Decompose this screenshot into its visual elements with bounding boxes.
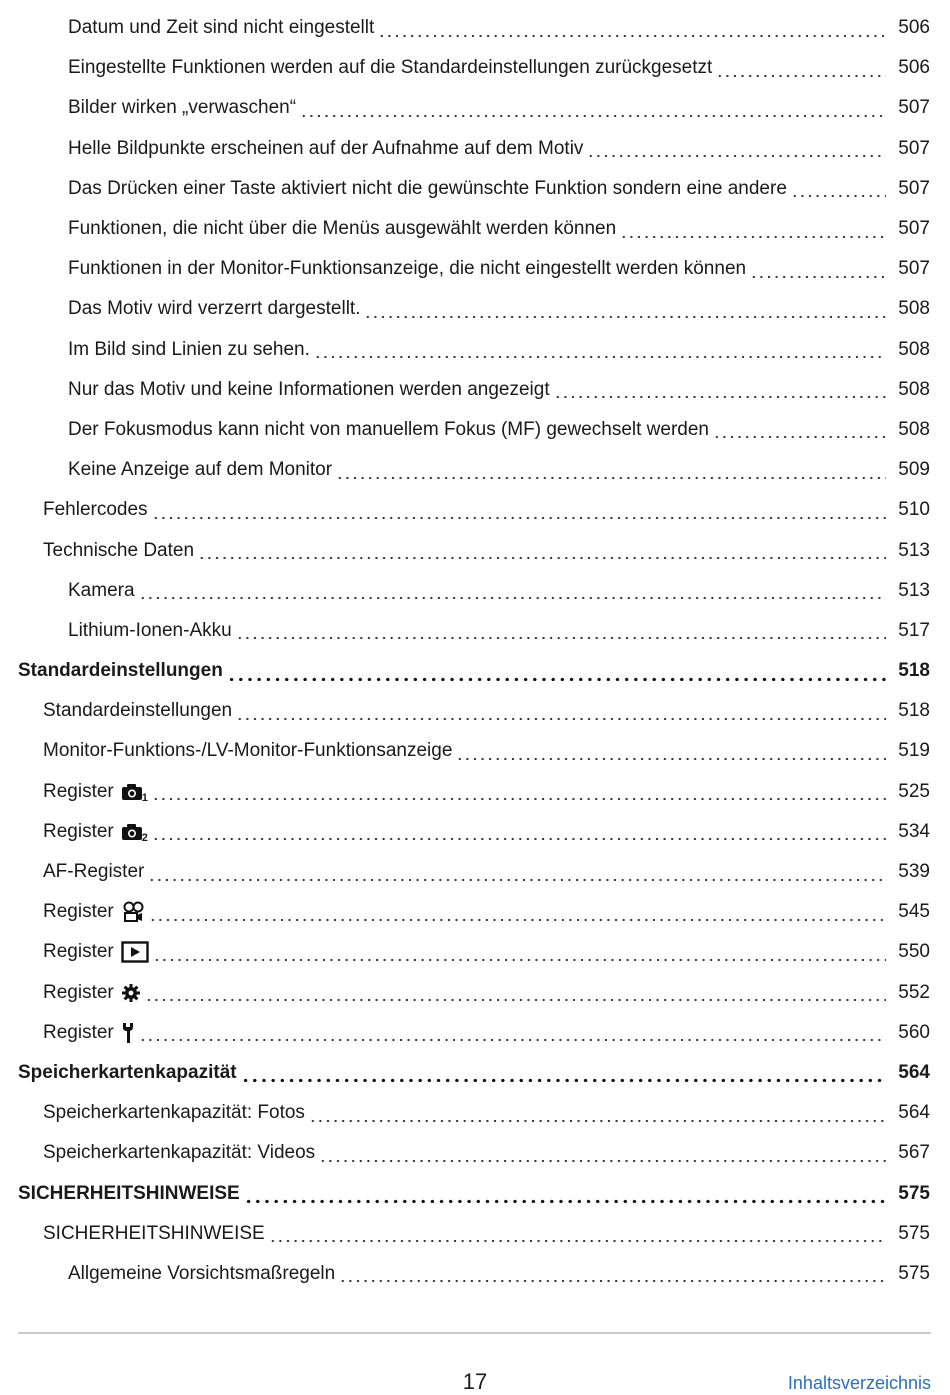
- toc-entry[interactable]: [0, 1053, 950, 1093]
- dot-leader: [244, 1184, 886, 1203]
- toc-entry-page: 518: [898, 700, 930, 722]
- toc-entry-title-text: Register: [43, 981, 114, 1003]
- toc-entry-title: [43, 821, 148, 843]
- toc-entry-page: 525: [898, 780, 930, 802]
- toc-entry-page: 513: [898, 539, 930, 561]
- dot-leader: [236, 702, 886, 721]
- toc-entry-title: [68, 419, 709, 441]
- toc-entry-title: [68, 57, 712, 79]
- toc-entry-title-text: Der Fokusmodus kann nicht von manuellem Fokus (MF) gewechselt werden: [68, 418, 709, 440]
- dot-leader: [339, 1264, 886, 1283]
- toc-entry-title: [68, 339, 310, 361]
- dot-leader: [152, 822, 886, 841]
- toc-entry[interactable]: [0, 932, 950, 972]
- dot-leader: [750, 260, 886, 279]
- dot-leader: [554, 380, 886, 399]
- toc-entry-title: [18, 660, 223, 682]
- toc-entry-title-text: Register: [43, 820, 114, 842]
- dot-leader: [364, 300, 886, 319]
- toc-entry-title: [68, 178, 787, 200]
- toc-entry-title-text: Standardeinstellungen: [43, 700, 233, 722]
- toc-entry-title: [68, 298, 360, 320]
- dot-leader: [336, 461, 886, 480]
- dot-leader: [198, 541, 886, 560]
- toc-entry[interactable]: [0, 249, 950, 289]
- toc-entry-page: 506: [898, 57, 930, 79]
- toc-entry-title-text: Speicherkartenkapazität: [18, 1061, 237, 1083]
- toc-entry[interactable]: [0, 731, 950, 771]
- toc-entry-page: 575: [898, 1262, 930, 1284]
- toc-entry-title: [43, 1022, 135, 1044]
- toc-entry-title: [68, 379, 550, 401]
- toc-entry-title: [68, 138, 583, 160]
- dot-leader: [456, 742, 886, 761]
- toc-entry-page: 550: [898, 941, 930, 963]
- toc-entry[interactable]: [0, 88, 950, 128]
- toc-entry[interactable]: [0, 48, 950, 88]
- toc-entry-page: 509: [898, 459, 930, 481]
- toc-entry-title-text: Helle Bildpunkte erscheinen auf der Aufnahme auf dem Motiv: [68, 137, 584, 159]
- dot-leader: [139, 581, 886, 600]
- toc-entry[interactable]: [0, 812, 950, 852]
- toc-entry-title-text: Register: [43, 780, 114, 802]
- toc-entry[interactable]: [0, 571, 950, 611]
- toc-entry-title-text: Funktionen in der Monitor-Funktionsanzeige, die nicht eingestellt werden können: [68, 258, 747, 280]
- toc-entry-page: 575: [898, 1182, 930, 1204]
- toc-entry-title-text: Eingestellte Funktionen werden auf die Standardeinstellungen zurückgesetzt: [68, 57, 713, 79]
- gear-icon: [121, 983, 141, 1003]
- toc-entry-page: 564: [898, 1061, 930, 1083]
- toc-entry-page: 510: [898, 499, 930, 521]
- toc-entry[interactable]: [0, 1254, 950, 1294]
- dot-leader: [152, 501, 886, 520]
- toc-entry-title: [43, 1142, 315, 1164]
- dot-leader: [236, 621, 886, 640]
- toc-entry[interactable]: [0, 8, 950, 48]
- toc-entry-page: 517: [898, 619, 930, 641]
- camera-1-icon: [121, 783, 143, 801]
- toc-entry-title-text: Funktionen, die nicht über die Menüs ausgewählt werden können: [68, 218, 617, 240]
- toc-entry-page: 507: [898, 137, 930, 159]
- toc-entry-title-text: Register: [43, 941, 114, 963]
- toc-entry-title: [43, 861, 144, 883]
- toc-entry-title: [68, 258, 746, 280]
- playback-icon: [121, 941, 149, 963]
- toc-entry-title: [68, 17, 374, 39]
- toc-entry[interactable]: [0, 611, 950, 651]
- toc-entry-title: [43, 540, 194, 562]
- video-camera-icon: [121, 901, 145, 923]
- toc-entry-page: 552: [898, 981, 930, 1003]
- table-of-contents: [0, 8, 950, 1294]
- toc-entry-page: 567: [898, 1142, 930, 1164]
- toc-entry-page: 539: [898, 861, 930, 883]
- toc-entry-title-text: Kamera: [68, 579, 135, 601]
- toc-entry-page: 507: [898, 258, 930, 280]
- toc-entry[interactable]: [0, 1214, 950, 1254]
- toc-entry-title: [43, 941, 149, 963]
- toc-entry-page: 508: [898, 298, 930, 320]
- dot-leader: [148, 863, 886, 882]
- dot-leader: [139, 1023, 886, 1042]
- dot-leader: [791, 179, 886, 198]
- toc-entry-title-text: Das Motiv wird verzerrt dargestellt.: [68, 298, 361, 320]
- camera-2-icon: [121, 823, 143, 841]
- toc-entry-page: 518: [898, 660, 930, 682]
- toc-entry-title-text: Keine Anzeige auf dem Monitor: [68, 459, 333, 481]
- toc-entry-title-text: Technische Daten: [43, 539, 195, 561]
- footer-divider: [18, 1332, 931, 1334]
- dot-leader: [153, 943, 886, 962]
- toc-entry-title: [18, 1183, 240, 1205]
- toc-entry[interactable]: [0, 530, 950, 570]
- dot-leader: [149, 903, 886, 922]
- toc-entry-title-text: Datum und Zeit sind nicht eingestellt: [68, 17, 375, 39]
- toc-entry-page: 545: [898, 901, 930, 923]
- dot-leader: [152, 782, 886, 801]
- toc-entry-title-text: Monitor-Funktions-/LV-Monitor-Funktionsanzeige: [43, 740, 453, 762]
- toc-entry-page: 575: [898, 1222, 930, 1244]
- toc-entry-title: [43, 781, 148, 803]
- toc-entry-page: 507: [898, 97, 930, 119]
- dot-leader: [378, 19, 886, 38]
- toc-entry-page: 508: [898, 378, 930, 400]
- toc-entry[interactable]: [0, 651, 950, 691]
- dot-leader: [319, 1144, 886, 1163]
- dot-leader: [620, 220, 886, 239]
- toc-entry-title-text: Speicherkartenkapazität: Videos: [43, 1142, 316, 1164]
- toc-entry-page: 564: [898, 1102, 930, 1124]
- toc-entry-title: [43, 982, 141, 1004]
- icon-subscript: 1: [141, 791, 148, 804]
- toc-entry[interactable]: [0, 1133, 950, 1173]
- toc-entry[interactable]: [0, 852, 950, 892]
- dot-leader: [713, 420, 886, 439]
- toc-entry-title-text: Register: [43, 901, 114, 923]
- wrench-icon: [121, 1022, 135, 1044]
- toc-entry-page: 507: [898, 218, 930, 240]
- toc-entry-title: [43, 700, 232, 722]
- toc-entry[interactable]: [0, 1093, 950, 1133]
- dot-leader: [587, 139, 886, 158]
- toc-entry[interactable]: [0, 169, 950, 209]
- toc-entry[interactable]: [0, 129, 950, 169]
- dot-leader: [227, 662, 886, 681]
- toc-entry-title-text: Register: [43, 1021, 114, 1043]
- toc-entry[interactable]: [0, 209, 950, 249]
- toc-entry-title-text: Allgemeine Vorsichtsmaßregeln: [68, 1262, 336, 1284]
- section-link[interactable]: Inhaltsverzeichnis: [787, 1373, 931, 1393]
- toc-entry-title: [43, 740, 452, 762]
- toc-entry-page: 513: [898, 579, 930, 601]
- toc-entry-title: [68, 620, 232, 642]
- toc-entry[interactable]: [0, 490, 950, 530]
- toc-entry[interactable]: [0, 973, 950, 1013]
- toc-entry[interactable]: [0, 370, 950, 410]
- toc-entry-title: [18, 1062, 237, 1084]
- toc-entry-title: [43, 499, 148, 521]
- dot-leader: [269, 1224, 886, 1243]
- toc-entry-title: [68, 1263, 335, 1285]
- dot-leader: [145, 983, 886, 1002]
- dot-leader: [300, 99, 886, 118]
- icon-subscript: 2: [141, 831, 148, 844]
- toc-entry-title-text: Standardeinstellungen: [18, 660, 223, 682]
- toc-entry-title-text: SICHERHEITSHINWEISE: [18, 1182, 240, 1204]
- toc-entry-page: 519: [898, 740, 930, 762]
- toc-entry-title: [68, 459, 332, 481]
- dot-leader: [314, 340, 886, 359]
- toc-entry-title-text: Speicherkartenkapazität: Fotos: [43, 1102, 305, 1124]
- toc-entry-title: [43, 901, 145, 923]
- dot-leader: [716, 59, 886, 78]
- toc-entry-page: 560: [898, 1021, 930, 1043]
- page-number: 17: [462, 1369, 488, 1394]
- toc-entry-title-text: Im Bild sind Linien zu sehen.: [68, 338, 310, 360]
- toc-entry[interactable]: [0, 450, 950, 490]
- toc-entry-title-text: AF-Register: [43, 861, 145, 883]
- toc-entry-page: 507: [898, 177, 930, 199]
- toc-entry-page: 508: [898, 418, 930, 440]
- toc-entry-title: [43, 1223, 265, 1245]
- toc-entry-title-text: Das Drücken einer Taste aktiviert nicht die gewünschte Funktion sondern eine andere: [68, 177, 787, 199]
- toc-entry-title: [68, 97, 296, 119]
- toc-entry-title-text: Nur das Motiv und keine Informationen werden angezeigt: [68, 378, 550, 400]
- toc-entry[interactable]: [0, 691, 950, 731]
- toc-entry[interactable]: [0, 289, 950, 329]
- toc-entry-title-text: SICHERHEITSHINWEISE: [43, 1222, 265, 1244]
- toc-entry[interactable]: [0, 410, 950, 450]
- toc-entry[interactable]: [0, 772, 950, 812]
- toc-entry[interactable]: [0, 1013, 950, 1053]
- toc-entry-page: 508: [898, 338, 930, 360]
- toc-entry-title-text: Bilder wirken „verwaschen“: [68, 97, 297, 119]
- toc-entry[interactable]: [0, 1173, 950, 1213]
- toc-entry-title: [68, 580, 135, 602]
- toc-entry-page: 534: [898, 820, 930, 842]
- toc-entry-title: [68, 218, 616, 240]
- toc-entry-page: 506: [898, 17, 930, 39]
- toc-entry[interactable]: [0, 892, 950, 932]
- toc-entry-title-text: Lithium-Ionen-Akku: [68, 619, 232, 641]
- toc-entry-title-text: Fehlercodes: [43, 499, 148, 521]
- dot-leader: [241, 1063, 886, 1082]
- toc-entry[interactable]: [0, 330, 950, 370]
- dot-leader: [309, 1104, 886, 1123]
- toc-entry-title: [43, 1102, 305, 1124]
